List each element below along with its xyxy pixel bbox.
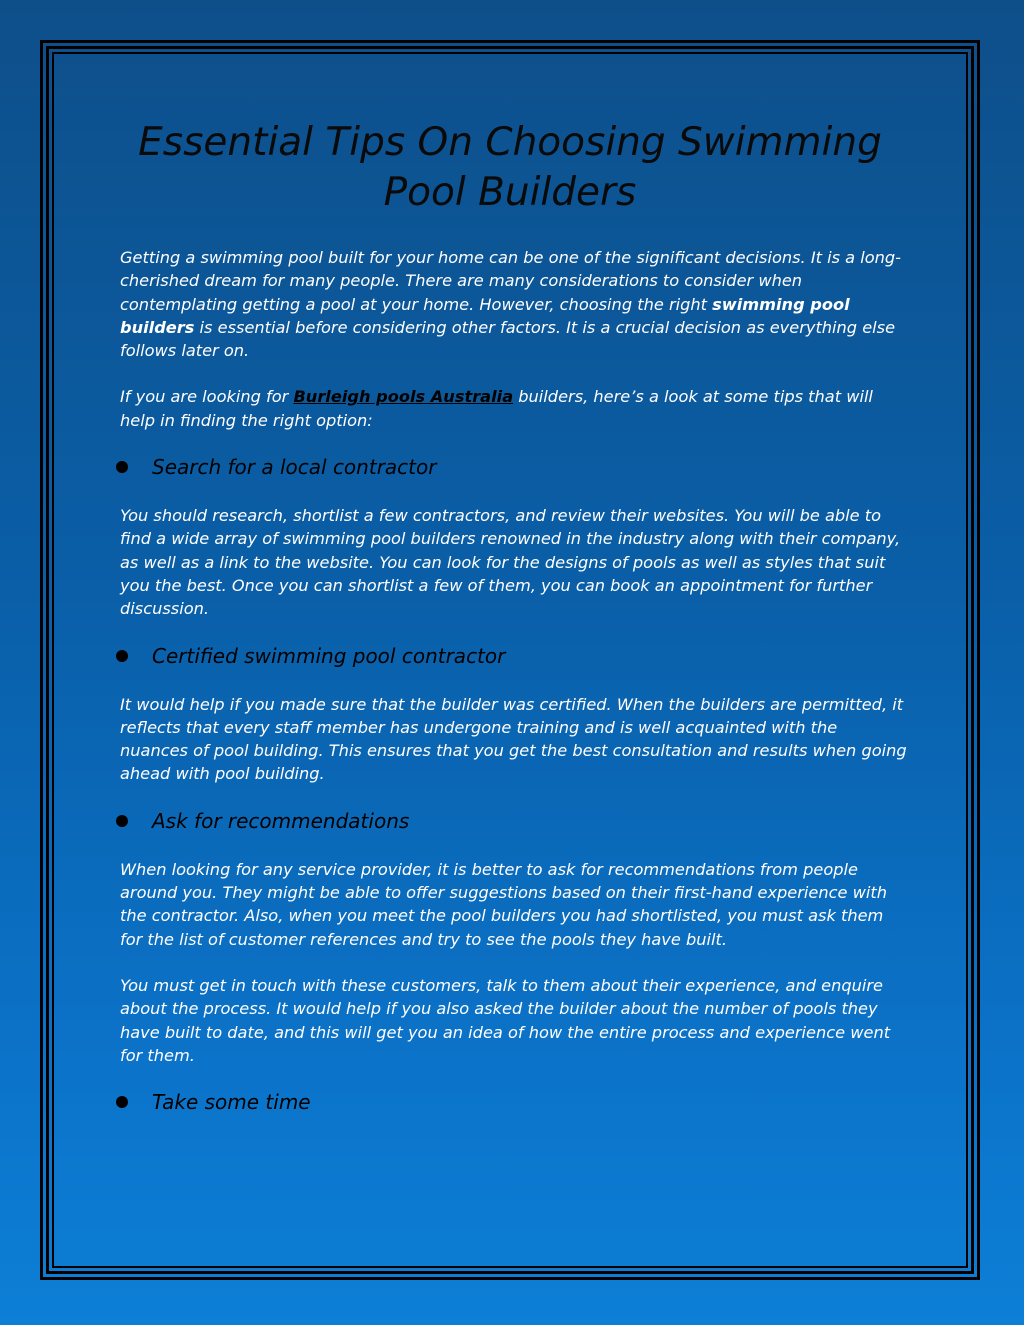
section-heading-3 xyxy=(116,809,910,833)
burleigh-pools-link[interactable]: Burleigh pools Australia xyxy=(293,387,514,407)
section-2-paragraph: It would help if you made sure that the builder was certified. When the builders are permitted, it reflects that every staff member has undergone training and is well acquainted with the nuances of pool building. This ensures that you get the best consultation and results when going ahead with pool building. xyxy=(120,694,907,784)
section-3-paragraph-2: You must get in touch with these customers, talk to them about their experience, and enquire about the process. It would help if you also asked the builder about the number of pools they have built to date, and this will get you an idea of how the entire process and experience went for them. xyxy=(120,975,891,1065)
section-heading-text: Certified swimming pool contractor xyxy=(152,643,506,668)
document-title: Essential Tips On Choosing Swimming Pool Builders xyxy=(138,120,882,215)
section-heading-2 xyxy=(116,644,910,668)
section-heading-1 xyxy=(116,455,910,479)
intro-text-end: is essential before considering other factors. It is a crucial decision as everything else follows later on. xyxy=(120,317,896,361)
intro-paragraph-2 xyxy=(120,385,910,432)
bullet-icon xyxy=(116,461,128,473)
intro2-text-end: builders, here’s a look at some tips that will help in finding the right option: xyxy=(120,387,873,430)
intro-paragraph-1 xyxy=(120,246,910,362)
section-heading-text: Ask for recommendations xyxy=(152,808,410,833)
section-heading-text: Search for a local contractor xyxy=(152,455,437,480)
section-heading-4 xyxy=(116,1090,910,1114)
bullet-icon xyxy=(116,815,128,827)
bold-keyword: swimming pool builders xyxy=(120,294,850,337)
section-1-paragraph: You should research, shortlist a few contractors, and review their websites. You will be able to find a wide array of swimming pool builders renowned in the industry along with their company, as well as a link to the website. You can look for the designs of pools as well as styles that suit you the best. Once you can shortlist a few of them, you can book an appointment for further discussion. xyxy=(120,506,901,619)
intro2-text-start: If you are looking for xyxy=(120,387,294,407)
document-body xyxy=(120,118,910,1139)
section-heading-text: Take some time xyxy=(152,1090,311,1115)
intro-text-start: Getting a swimming pool built for your home can be one of the significant decisions. It is a long-cherished dream for many people. There are many considerations to consider when contemplating getting a pool at your home. However, choosing the right xyxy=(120,248,902,314)
bullet-icon xyxy=(116,650,128,662)
bullet-icon xyxy=(116,1096,128,1108)
section-3-paragraph-1: When looking for any service provider, it is better to ask for recommendations from people around you. They might be able to offer suggestions based on their first-hand experience with the contractor. Also, when you meet the pool builders you had shortlisted, you must ask them for the list of customer references and try to see the pools they have built. xyxy=(120,859,887,949)
